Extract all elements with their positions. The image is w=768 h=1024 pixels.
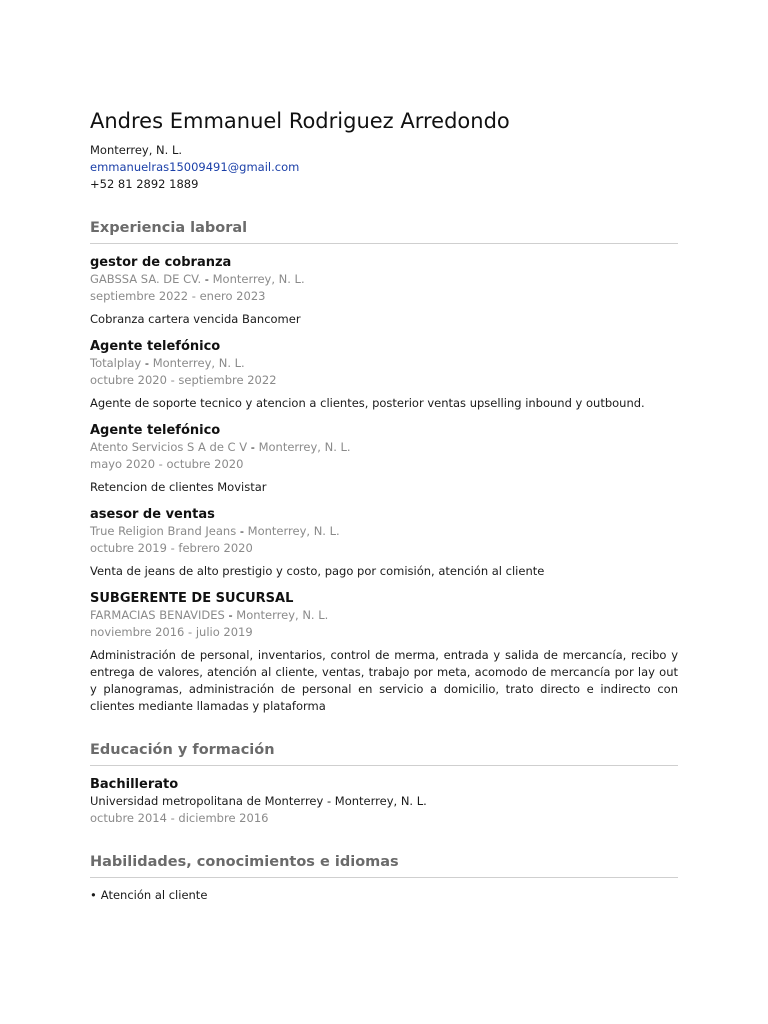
job-dates: octubre 2019 - febrero 2020 bbox=[90, 541, 253, 555]
job-location: Monterrey, N. L. bbox=[236, 608, 329, 622]
skill-item bbox=[90, 887, 678, 904]
job-description: Cobranza cartera vencida Bancomer bbox=[90, 312, 301, 326]
institution-separator: - bbox=[323, 794, 335, 808]
experience-section-title: Experiencia laboral bbox=[90, 219, 678, 244]
resume-header bbox=[90, 108, 678, 193]
job-title: SUBGERENTE DE SUCURSAL bbox=[90, 591, 294, 606]
job-location: Monterrey, N. L. bbox=[258, 440, 351, 454]
job-location: Monterrey, N. L. bbox=[247, 524, 340, 538]
job-title: Agente telefónico bbox=[90, 339, 221, 354]
job-description: Agente de soporte tecnico y atencion a clientes, posterior ventas upselling inbound y outbound. bbox=[90, 396, 645, 410]
institution-line bbox=[90, 793, 678, 810]
job-dates: septiembre 2022 - enero 2023 bbox=[90, 289, 266, 303]
job-description: Administración de personal, inventarios, control de merma, entrada y salida de mercancía, recibo y entrega de valores, atención al cliente, ventas, trabajo por meta, acomodo de mercancía por lay out y planogramas, administración de personal en servicio a domicilio, trato directo e indirecto con clientes mediante llamadas y plataforma bbox=[90, 648, 678, 713]
contact-location: Monterrey, N. L. bbox=[90, 143, 182, 157]
skills-section-title: Habilidades, conocimientos e idiomas bbox=[90, 853, 678, 878]
contact-phone: +52 81 2892 1889 bbox=[90, 177, 199, 191]
skills-list bbox=[90, 887, 678, 904]
bullet-icon: • bbox=[90, 888, 97, 902]
job-company-line bbox=[90, 271, 678, 288]
degree-title: Bachillerato bbox=[90, 777, 179, 792]
company-separator: - bbox=[247, 440, 259, 454]
job-company: Totalplay bbox=[90, 356, 142, 370]
education-section bbox=[90, 741, 678, 827]
institution-name: Universidad metropolitana de Monterrey bbox=[90, 794, 324, 808]
job-location: Monterrey, N. L. bbox=[152, 356, 245, 370]
job-company-line bbox=[90, 607, 678, 624]
job-company-line bbox=[90, 355, 678, 372]
experience-entry bbox=[90, 506, 678, 580]
job-company: GABSSA SA. DE CV. bbox=[90, 272, 202, 286]
skills-section bbox=[90, 853, 678, 904]
contact-email-link[interactable]: emmanuelras15009491@gmail.com bbox=[90, 160, 300, 174]
job-company: Atento Servicios S A de C V bbox=[90, 440, 248, 454]
experience-entry bbox=[90, 590, 678, 715]
job-title: asesor de ventas bbox=[90, 507, 215, 522]
job-title: gestor de cobranza bbox=[90, 255, 232, 270]
education-entry bbox=[90, 776, 678, 827]
education-dates: octubre 2014 - diciembre 2016 bbox=[90, 811, 269, 825]
experience-section bbox=[90, 219, 678, 715]
job-description: Retencion de clientes Movistar bbox=[90, 480, 267, 494]
job-dates: noviembre 2016 - julio 2019 bbox=[90, 625, 253, 639]
company-separator: - bbox=[141, 356, 153, 370]
experience-entry bbox=[90, 422, 678, 496]
candidate-name: Andres Emmanuel Rodriguez Arredondo bbox=[90, 109, 510, 133]
job-company: FARMACIAS BENAVIDES bbox=[90, 608, 225, 622]
company-separator: - bbox=[201, 272, 213, 286]
experience-entry bbox=[90, 254, 678, 328]
job-location: Monterrey, N. L. bbox=[212, 272, 305, 286]
company-separator: - bbox=[224, 608, 237, 622]
skill-label: Atención al cliente bbox=[100, 888, 208, 902]
education-section-title: Educación y formación bbox=[90, 741, 678, 766]
job-title: Agente telefónico bbox=[90, 423, 221, 438]
job-description: Venta de jeans de alto prestigio y costo, pago por comisión, atención al cliente bbox=[90, 564, 545, 578]
institution-location: Monterrey, N. L. bbox=[334, 794, 427, 808]
job-company: True Religion Brand Jeans bbox=[90, 524, 237, 538]
experience-entry bbox=[90, 338, 678, 412]
job-company-line bbox=[90, 439, 678, 456]
job-dates: mayo 2020 - octubre 2020 bbox=[90, 457, 244, 471]
company-separator: - bbox=[236, 524, 248, 538]
job-company-line bbox=[90, 523, 678, 540]
job-dates: octubre 2020 - septiembre 2022 bbox=[90, 373, 277, 387]
